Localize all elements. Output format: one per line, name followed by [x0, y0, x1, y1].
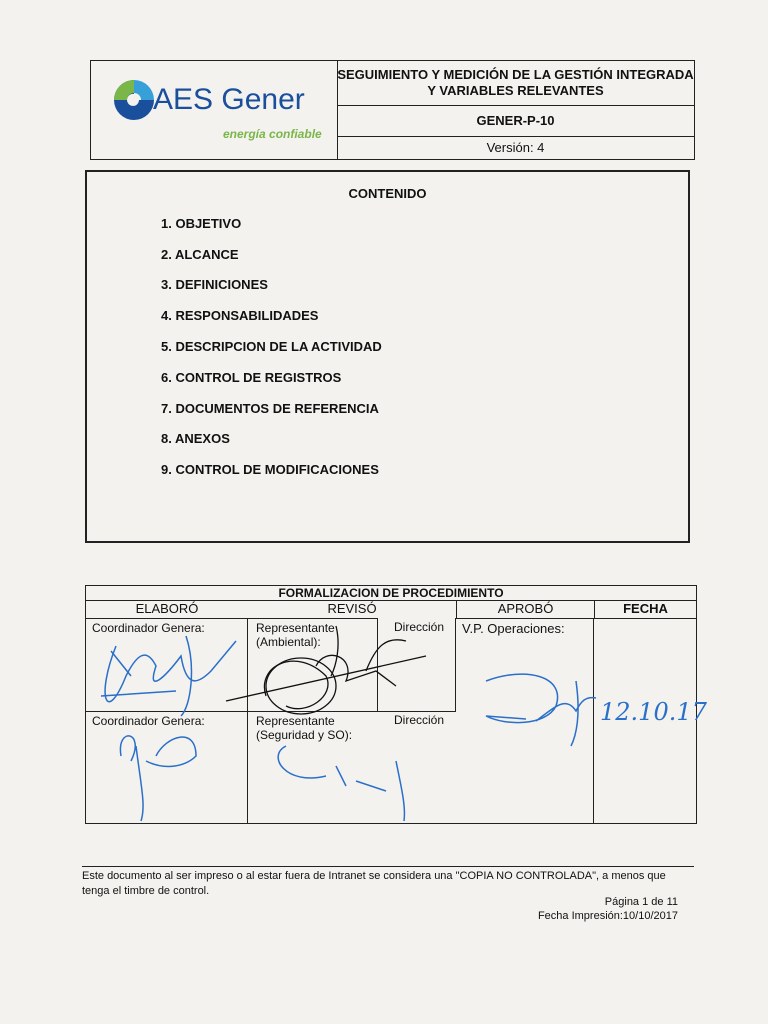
formalization-table — [85, 585, 707, 824]
col-aprobo: APROBÓ — [456, 601, 594, 618]
col-reviso: REVISÓ — [327, 601, 377, 616]
col-fecha: FECHA — [594, 601, 696, 618]
contents-box — [85, 170, 690, 543]
formalization-title: FORMALIZACION DE PROCEDIMIENTO — [86, 586, 696, 601]
approval-date: 12.10.17 — [600, 698, 707, 726]
logo-tagline: energía confiable — [223, 127, 322, 141]
contents-item: 5. DESCRIPCION DE LA ACTIVIDAD — [161, 339, 382, 354]
contents-item: 2. ALCANCE — [161, 247, 239, 262]
elaboro-cell-1: Coordinador Genera: — [86, 618, 248, 711]
aprobo-cell: V.P. Operaciones: — [456, 618, 594, 823]
page-number: Página 1 de 11 — [604, 896, 678, 908]
reviso-direccion-1: Dirección — [394, 620, 445, 634]
contents-item: 4. RESPONSABILIDADES — [161, 308, 319, 323]
contents-item: 3. DEFINICIONES — [161, 277, 268, 292]
reviso-cell-1: Representante (Ambiental): — [248, 618, 378, 711]
logo-cell — [91, 61, 338, 159]
contents-item: 6. CONTROL DE REGISTROS — [161, 370, 342, 385]
col-elaboro: ELABORÓ — [135, 601, 199, 616]
aes-logo-icon — [109, 75, 159, 125]
document-version: Versión: 4 — [486, 140, 545, 155]
document-title: SEGUIMIENTO Y MEDICIÓN DE LA GESTIÓN INTEGRADA Y VARIABLES RELEVANTES — [337, 61, 694, 106]
logo-text: AES Gener — [153, 83, 305, 116]
contents-item: 9. CONTROL DE MODIFICACIONES — [161, 462, 379, 477]
contents-heading: CONTENIDO — [348, 186, 427, 201]
elaboro-cell-2: Coordinador Genera: — [86, 711, 248, 823]
print-date: Fecha Impresión:10/10/2017 — [537, 910, 678, 922]
contents-item: 7. DOCUMENTOS DE REFERENCIA — [161, 401, 379, 416]
reviso-cell-2: Representante (Seguridad y SO): — [248, 711, 388, 823]
uncontrolled-copy-notice: Este documento al ser impreso o al estar fuera de Intranet se considera una "COPIA NO CONTROLADA", a menos que tenga el timbre de control. — [82, 866, 694, 899]
reviso-direccion-2: Dirección — [394, 713, 445, 727]
contents-item: 8. ANEXOS — [161, 431, 230, 446]
document-header — [90, 60, 695, 160]
contents-item: 1. OBJETIVO — [161, 216, 242, 231]
document-code: GENER-P-10 — [337, 106, 694, 137]
